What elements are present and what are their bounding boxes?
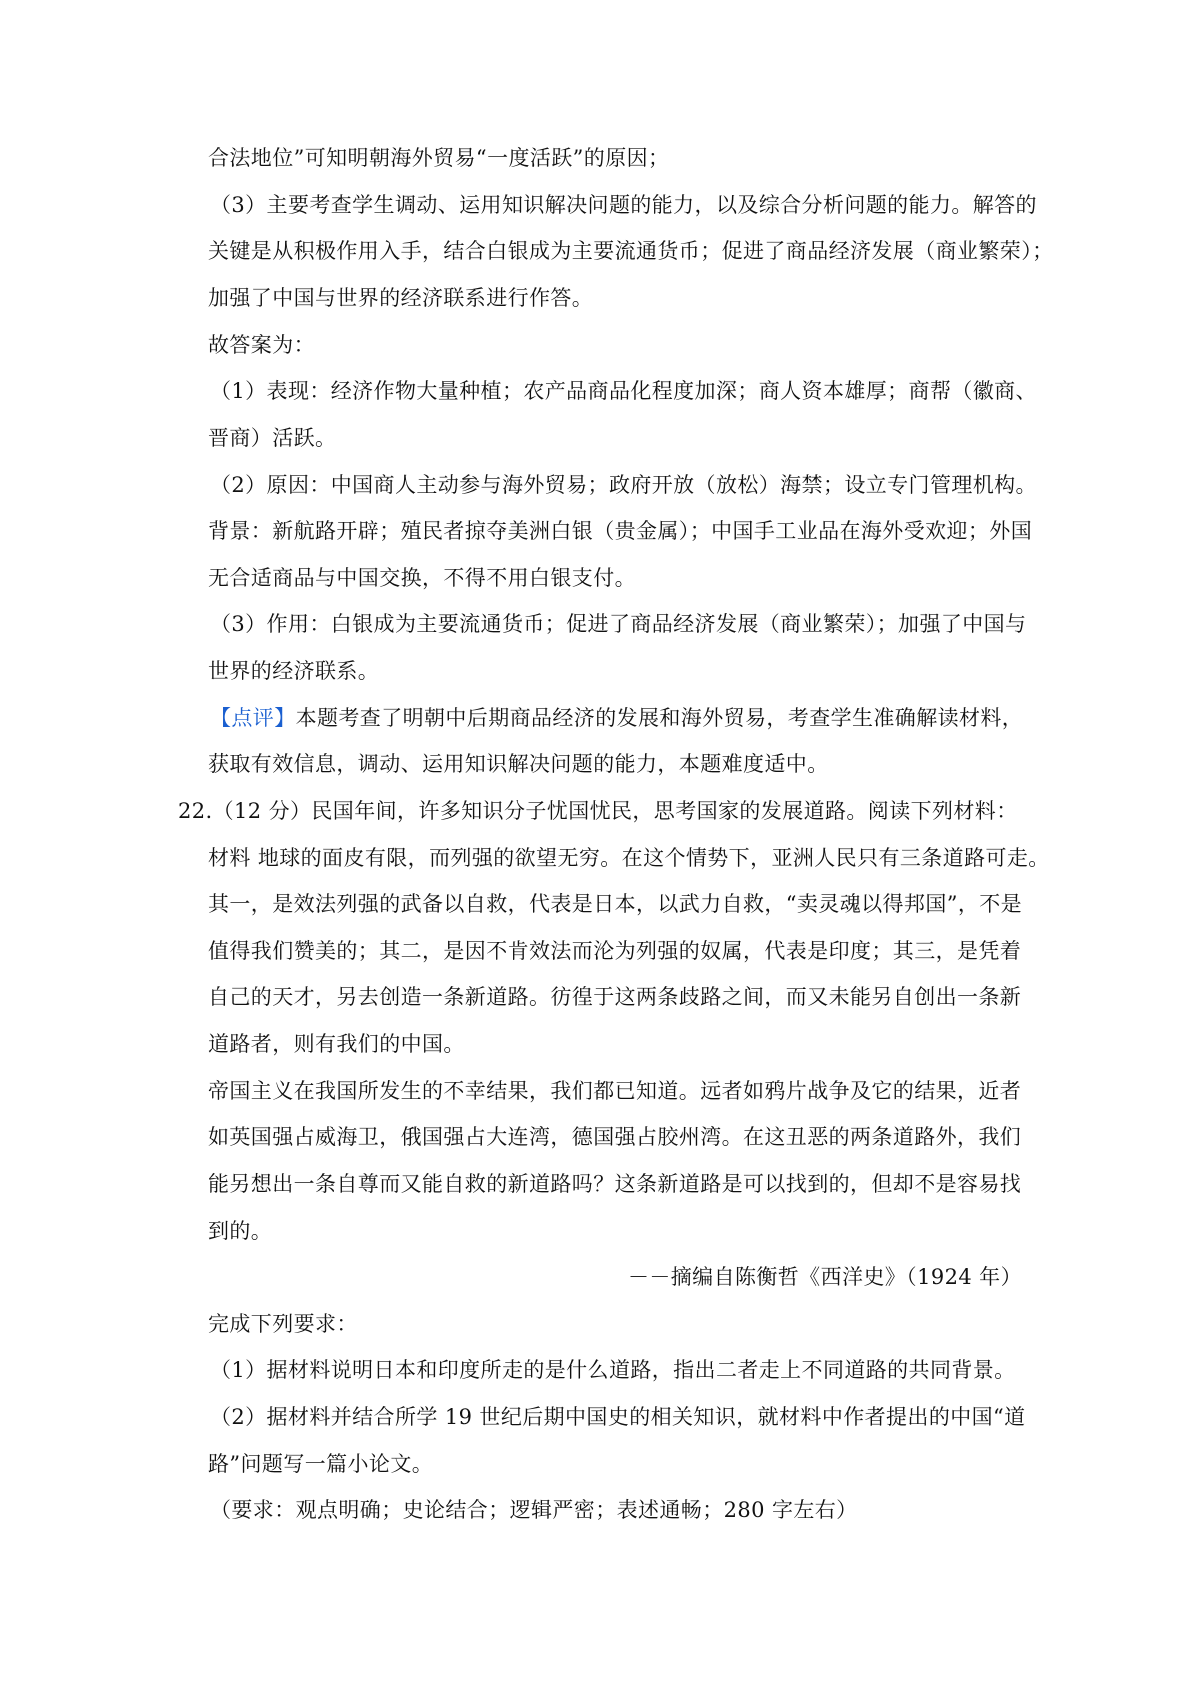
- material-line-4: 自己的天才，另去创造一条新道路。彷徨于这两条歧路之间，而又未能另自创出一条新: [208, 985, 1022, 1009]
- analysis-line-1: 合法地位”可知明朝海外贸易“一度活跃”的原因；: [208, 146, 670, 170]
- review-tag: 【点评】: [210, 706, 296, 730]
- answer-1-line-1: （1）表现：经济作物大量种植；农产品商品化程度加深；商人资本雄厚；商帮（徽商、: [210, 379, 1037, 403]
- essay-requirements: （要求：观点明确；史论结合；逻辑严密；表述通畅；280 字左右）: [210, 1498, 858, 1522]
- analysis-line-4: 加强了中国与世界的经济联系进行作答。: [208, 286, 594, 310]
- review-line-1: [210, 703, 1030, 733]
- analysis-line-3: 关键是从积极作用入手，结合白银成为主要流通货币；促进了商品经济发展（商业繁荣）；: [208, 239, 1054, 263]
- review-line-2: 获取有效信息，调动、运用知识解决问题的能力，本题难度适中。: [208, 752, 829, 776]
- review-text-1: 本题考查了明朝中后期商品经济的发展和海外贸易，考查学生准确解读材料，: [295, 706, 1024, 730]
- material-line-5: 道路者，则有我们的中国。: [208, 1032, 465, 1056]
- answer-1-line-2: 晋商）活跃。: [208, 426, 337, 450]
- material-line-8: 能另想出一条自尊而又能自救的新道路吗？这条新道路是可以找到的，但却不是容易找: [208, 1172, 1022, 1196]
- answer-3-line-2: 世界的经济联系。: [208, 659, 380, 683]
- sub-question-2-line-1: （2）据材料并结合所学 19 世纪后期中国史的相关知识，就材料中作者提出的中国“道: [210, 1405, 1026, 1429]
- material-source: －－摘编自陈衡哲《西洋史》（1924 年）: [627, 1265, 1022, 1289]
- sub-question-1: （1）据材料说明日本和印度所走的是什么道路，指出二者走上不同道路的共同背景。: [210, 1358, 1016, 1382]
- answer-2-line-1: （2）原因：中国商人主动参与海外贸易；政府开放（放松）海禁；设立专门管理机构。: [210, 473, 1037, 497]
- material-line-7: 如英国强占威海卫，俄国强占大连湾，德国强占胶州湾。在这丑恶的两条道路外，我们: [208, 1125, 1022, 1149]
- question-22-header: 22.（12 分）民国年间，许多知识分子忧国忧民，思考国家的发展道路。阅读下列材料：: [178, 799, 1018, 823]
- material-line-6: 帝国主义在我国所发生的不幸结果，我们都已知道。远者如鸦片战争及它的结果，近者: [208, 1079, 1022, 1103]
- answer-intro: 故答案为：: [208, 333, 315, 357]
- answer-2-line-2: 背景：新航路开辟；殖民者掠夺美洲白银（贵金属）；中国手工业品在海外受欢迎；外国: [208, 519, 1033, 543]
- analysis-line-2: （3）主要考查学生调动、运用知识解决问题的能力，以及综合分析问题的能力。解答的: [210, 193, 1037, 217]
- material-line-9: 到的。: [208, 1219, 273, 1243]
- material-line-2: 其一，是效法列强的武备以自救，代表是日本，以武力自救，“卖灵魂以得邦国”，不是: [208, 892, 1023, 916]
- sub-question-2-line-2: 路”问题写一篇小论文。: [208, 1452, 434, 1476]
- requirements-intro: 完成下列要求：: [208, 1312, 358, 1336]
- material-line-1: 材料 地球的面皮有限，而列强的欲望无穷。在这个情势下，亚洲人民只有三条道路可走。: [208, 846, 1050, 870]
- answer-2-line-3: 无合适商品与中国交换，不得不用白银支付。: [208, 566, 636, 590]
- material-line-3: 值得我们赞美的；其二，是因不肯效法而沦为列强的奴属，代表是印度；其三，是凭着: [208, 939, 1022, 963]
- answer-3-line-1: （3）作用：白银成为主要流通货币；促进了商品经济发展（商业繁荣）；加强了中国与: [210, 612, 1027, 636]
